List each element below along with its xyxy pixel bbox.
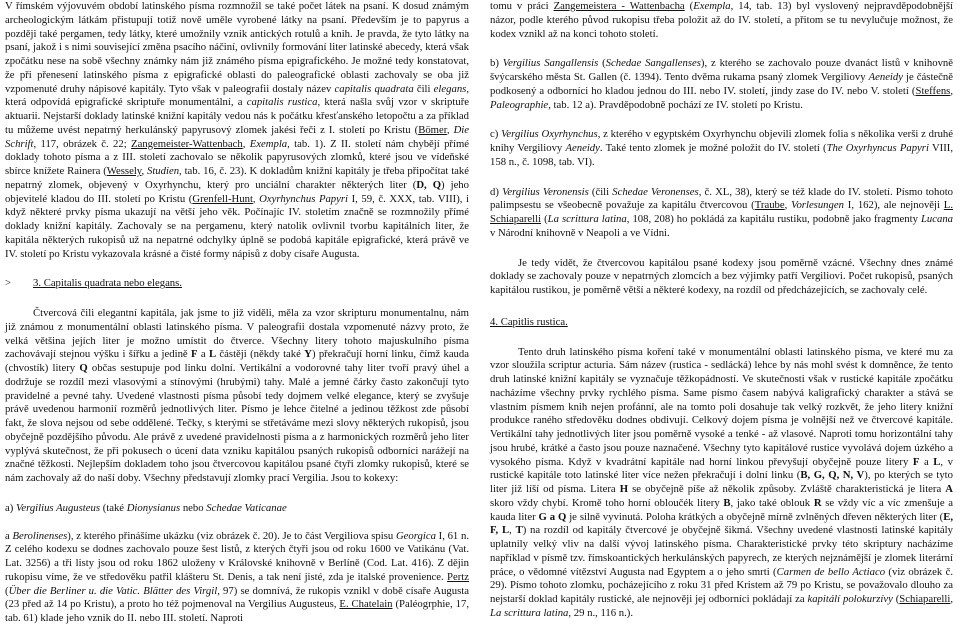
ref-chatelain: E. Chatelain <box>339 598 393 611</box>
ref-steffens: Steffens <box>915 84 951 97</box>
left-paragraph-augusteus: a Berolinenses), z kterého přinášíme ukázku (viz obrázek č. 20). Je to část Vergiliova spisu Georgica I, 61 n. Z celého kodexu se dodnes zachovalo pouze šest listů, z kterých čtyři jsou od roku 1600 ve Vatikánu (Vat. Lat. 3256) a tři listy jsou od roku 1862 uloženy v Královské knihovně v Berlíně (Cod. Lat. 416). Z dějin rukopisu víme, že ve středověku patřil klášteru St. Denis, a tak není jisté, zda je italské provenience. Pertz (Über die Berliner u. die Vatic. Blätter des Virgil, 97) se domnívá, že rukopis vznikl v době císaře Augusta (23 před až 14 po Kristu), a proto ho též pojmenoval na Vergilius Augusteus, E. Chatelain (Paléogrphie, 17, tab. 61) klade jeho vznik do II. nebo III. století. Naproti <box>5 529 470 624</box>
section-heading-4 <box>490 316 953 330</box>
left-paragraph-intro: V římském výjovuvém období latinského písma rozmnožil se také počet látek na psaní. K dosud známým archeologickým látkám přistupují totiž nově uměle vyrobené látky na psaní. Především je to papyrus a později také pergamen, tedy látky, které umožnily vznik antických rotulů a knih. Je pravda, že tyto látky na psaní, jakož i s nimi související změna psacího náčiní, ovlivnily formování liter latinské abecedy, která však zpočátku nese na sobě všechny známky nám již známého písma epigrafického. Je možné tedy konstatovat, že při přenesení latinského písma z epigrafické oblasti do paleografické oblasti zachovaly se oba již vzpomenuté druhy nápisové kapitály. Tyto však v paleografii dostaly název capitalis quadrata čili elegans, která odpovídá epigrafické skriptuře monumentální, a capitalis rustica, která našla svůj vzor v skriptuře aktuarii. Nejstarší doklady latinské knižní kapitály vedou nás k počátku křesťanského letopočtu a za příklad tu můžeme uvést nepatrný herkulánský papyrusový zlomek jakési řeči z I. století po Kristu (Bömer, Die Schrift, 117, obrázek č. 22; Zangemeister-Wattenbach, Exempla, tab. 1). Z II. století nám chybějí přímé doklady tohoto písma a z III. století zachovalo se několik papyrusových zlomků, které jsou ve vídeňské sbírce knížete Rainera (Wessely, Studien, tab. 16, č. 23). K dokladům knižní kapitály je třeba připočítat také nepatrný zlomek, objevený v Oxyrhynchu, který pro unciální charakter některých liter (D, Q) jeho objevitelé kladou do III. století po Kristu (Grenfell-Hunt, Oxyrhynchus Papyri I, 59, č. XXX, tab. VIII), i když některé prvky písma ukazují na větší jeho věk. Počínajíc IV. stoletím značně se rozmnožily přímé doklady knižní kapitály. Zachovaly se na pergamenu, který natolik ovlivnil tvorbu kapitálních liter, že kapitála některých rukopisů už na nepatrné odchylky úplně se podobá kapitále epigrafické, která právě ve IV. století po Kristu vykazovala krásné a čisté formy nápisů z doby císaře Augusta. <box>5 0 470 260</box>
right-column <box>490 0 953 633</box>
ref-schiaparelli: L. Schiaparelli <box>490 199 953 225</box>
ref-pertz: Pertz <box>447 570 469 583</box>
left-column <box>5 0 469 638</box>
ref-zangemeister: Zangemeister-Wattenbach <box>131 137 243 150</box>
left-paragraph-quadrata: Čtvercová čili elegantní kapitála, jak jsme to již viděli, měla za vzor skripturu monumentalnu, nám již známou z monumentální oblasti latinského písma. V paleografii dostala vzpomenuté názvy proto, že velká většina jejích liter je možno umístit do čtverce. Všechny litery tohoto majuskulního písma zachovávají stejnou výšku i šířku a jedině F a L částěji (někdy také Y) překračují horní linku, čímž kauda (chvostík) litery Q občas sestupuje pod linku dolní. Vertikální a vodorovné tahy liter tvoří pravý úhel a dodržuje se rozdíl mezi vlasovými a stínovými (hrubými) tahy. Malé a jemné čárky často zakončují tyto pravidelné a pevné tahy. Uvedené vlastnosti písma působí tedy dojmem velké elegance, který se zvyšuje právě uvedenou harmonií rozměrů jednotlivých liter. Písmo je lehce čitelné a jedinou těžkost zde působí fakt, že slova nejsou od sebe oddělené. Tečky, s kterými se střetáváme mezi slovy některých rukopisů, jsou obyčejně pozdějšího původu. Ale právě z uvedené pravidelnosti písma a z harmonických rozměrů jeho liter vyplývá skutečnost, že při pokusech o úcení data vzniku kapitálou psaných rukopisů odborníci narážejí na značné těžkosti. Nejlepším dokladem toho jsou čtvercovou kapitálou psané čtyři zlomky rukopisů, které se nám zachovaly až do naší doby. Všechny představují zlomky prací Vergilia. Jsou to kokexy: <box>5 307 469 484</box>
right-paragraph-summary: Je tedy vidět, že čtvercovou kapitálou psané kodexy jsou poměrně vzácné. Všechny dnes známé doklady se zachovaly pouze v nepatrných zlomcích a bez výjimky patří Vergiliovi. Počet rukopisů, psaných kapitálou rustikou, je poměrně větší a některé kodexy, na rozdíl od předcházejících, se zachovaly celé. <box>490 256 953 296</box>
right-paragraph-rustica: Tento druh latinského písma koření také v monumentální oblasti latinského písma, ve které mu za vzor sloužila scriptur acturia. Sám název (rustica - sedlácká) lehce by nás mohl svést k domněnce, že tento druh latinské knižní kapitály se vyznačuje těžkopádností. Ve skutečnosti však v rustické kapitále zpočátku nacházíme všechny prvky rychlého písma. Same písmo časem nabývá kaligrafický charakter a stává se vlastním písmem knih nejen profánní, ale na tomto poli dosahuje tak velký rozkvět, že jeho litery knižní produkce raného středověku dodnes obdivují. Celkový dojem písma je volnější než ve čtvercové kapitále. Vertikální tahy jednotlivých liter jsou poměrně vysoké a tenké - až vlasové. Naproti tomu horizontální tahy jsou hrubé, krátké a často jsou pouze naznačené. Všechny tyto kapitálové rustice vyvolává dojem úzkého a vysokého písma. Když v kvadrátní kapitále nad horní linkou převyšují obyčejně pouze litery F a L, v rustické kapitále toto latinské liter více nežen překračují i dolní linku (B, G, Q, N, V), po kterých se tyto liter již líší od písma. Litera H se obyčejně píše až několik způsoby. Zvláště charakteristická je litera A skoro vždy chybí. Kromě toho horní obloučék litery B, jako také oblouk R se vždy víc a víc zmenšuje a kauda liter G a Q je silně vyvinutá. Poloha krátkých a obyčejně mírně zvlněných dřeven některých liter (E, F, L, T) na rozdíl od kapitály čtvercové je obyčejně šikmá. Všechny uvedené vlastnosti latinské kapitály uplatnily velký vliv na další vývoj latinského písma. Charakteristické prvky této skriptury nacházíme například v písmě tzv. římskoantických herkulánských papyrech, ze kterých nejznámější je zlomek literární práce, o vědomné vítězství Augusta nad Egyptem a o jeho smrti (Carmen de bello Actiaco (viz obrázek č. 29). Písmo tohoto zlomku, pocházejícího z roku 31 před Kristem až 79 po Kristu, se považovalo dlouho za nejstarší doklad kapitály rustické, ale nejnověji jej odborníci pokládají za kapitálí polokurzívy (Schiaparelli, La scrittura latina, 29 n., 116 n.). <box>490 345 954 619</box>
ref-bomer: Bömer <box>418 123 447 136</box>
heading-capitalis-rustica[interactable]: 4. Capitlis rustica. <box>490 315 568 328</box>
ref-wessely: Wessely <box>106 165 142 177</box>
ref-traube: Traube <box>754 199 785 212</box>
ref-schiaparelli-2: Schiaparelli <box>899 593 951 605</box>
ref-grenfell-hunt: Grenfell-Hunt <box>192 192 253 205</box>
list-item-d: d) Vergilius Veronensis (čili Schedae Veronenses, č. XL, 38), který se též klade do IV. století. Písmo tohoto palimpsestu se všeobecně považuje za kapitálu čtvercovou (Traube, Vorlesungen I, 162), ale nejnověji L. Schiaparelli (La scrittura latina, 108, 208) ho pokládá za kapitálu rustiku, podobně jako fragmenty Lucana v Národní knihovně v Neapoli a ve Vídni. <box>490 185 954 239</box>
heading-capitalis-quadrata[interactable]: 3. Capitalis quadrata nebo elegans. <box>33 277 182 290</box>
list-item-b: b) Vergilius Sangallensis (Schedae Sangallenses), z kterého se zachovalo pouze dvanáct listů v knihovně švýcarského města St. Gallen (č. 1394). Tento dvěma rukama psaný zlomek Vergiliovy Aeneidy je částečně podkosený a odborníci ho kladou jednou do III. nebo IV. století, jindy zase do IV. nebo V. století (Steffens, Paleographie, tab. 12 a). Pravděpodobně pochází ze IV. století po Kristu. <box>490 57 954 111</box>
list-item-c: c) Vergilius Oxyrhynchus, z kterého v egyptském Oxyrhynchu objevili zlomek folia s několika verši z druhé knihy Vergiliovy Aeneidy. Také tento zlomek je možné položit do IV. století (The Oxyrhyncus Papyri VIII, 158 n., č. 1098, tab. VI). <box>490 128 954 168</box>
section-heading-3 <box>5 277 469 291</box>
ref-zangemeister-wattenbach: Zangemeistera - Wattenbacha <box>553 0 685 12</box>
right-paragraph-continuation: tomu v práci Zangemeistera - Wattenbacha (Exempla, 14, tab. 13) byl vyslovený nejpravděpodobnější názor, podle kterého původ rukopisu třeba položit až do IV. století, a přitom se tu nevylučuje možnost, že kodex vznikl až na konci tohoto století. <box>490 0 953 40</box>
list-item-a: a) Vergilius Augusteus (také Dionysianus nebo Schedae Vaticanae <box>5 501 287 514</box>
arrow-marker: > <box>5 277 12 290</box>
